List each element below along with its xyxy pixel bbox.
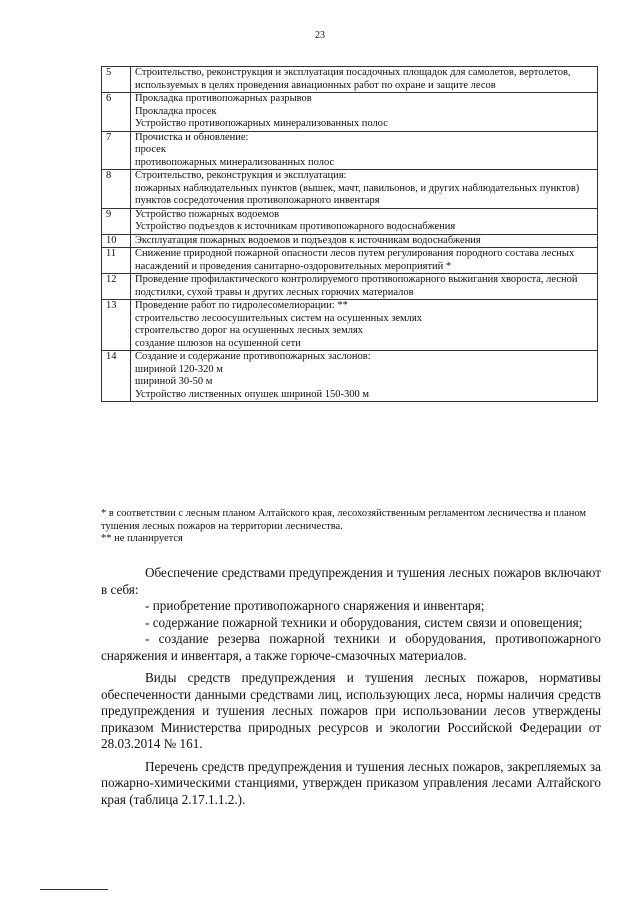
table-row — [102, 248, 598, 274]
measure-text: Эксплуатация пожарных водоемов и подъездов к источникам водоснабжения — [135, 234, 481, 246]
measure-text: строительство лесоосушительных систем на осушенных землях — [135, 312, 423, 324]
table-row — [102, 234, 598, 248]
measure-text: просек — [135, 144, 166, 155]
page-number: 23 — [315, 30, 325, 41]
table-row — [102, 93, 598, 132]
measure-text: Снижение природной пожарной опасности лесов путем регулирования породного состава лесных насаждений и проведения санитарно-оздоровительных мероприятий * — [135, 248, 575, 272]
measure-text: Создание и содержание противопожарных заслонов: — [135, 351, 371, 362]
measure-text: пунктов сосредоточения противопожарного инвентаря — [135, 195, 380, 206]
measure-text: Устройство пожарных водоемов — [135, 208, 280, 220]
paragraph-norms: Виды средств предупреждения и тушения лесных пожаров, нормативы обеспеченности данными средствами лиц, использующих леса, нормы наличия средств предупреждения и тушения лесных пожаров при использовании лесов утверждены приказом Министерства природных ресурсов и экологии Российской Федерации от 28.03.2014 № 161. — [101, 670, 601, 751]
row-number: 6 — [102, 93, 131, 132]
row-content — [131, 67, 598, 93]
row-number: 5 — [102, 67, 131, 93]
row-content — [131, 248, 598, 274]
measure-text: Прокладка просек — [135, 105, 217, 117]
measure-text: Прочистка и обновление: — [135, 131, 249, 143]
table-row — [102, 300, 598, 351]
measure-text: Устройство лиственных опушек шириной 150-300 м — [135, 388, 370, 400]
measure-text: пожарных наблюдательных пунктов (вышек, мачт, павильонов, и других наблюдательных пунктов) — [135, 182, 580, 194]
list-item-reserve: - создание резерва пожарной техники и оборудования, противопожарного снаряжения и инвентаря, а также горюче-смазочных материалов. — [101, 631, 601, 663]
list-item-maintenance: - содержание пожарной техники и оборудования, систем связи и оповещения; — [145, 614, 583, 630]
table-row — [102, 67, 598, 93]
table-row — [102, 170, 598, 209]
row-content — [131, 93, 598, 132]
row-content — [131, 351, 598, 402]
measure-text: Строительство, реконструкция и эксплуатация посадочных площадок для самолетов, вертолетов, используемых в целях проведения авиационных работ по охране и защите лесов — [135, 67, 571, 91]
footnote-1: * в соответствии с лесным планом Алтайского края, лесохозяйственным регламентом лесничества и планом тушения лесных пожаров на территории лесничества. — [101, 508, 587, 532]
measure-text: противопожарных минерализованных полос — [135, 156, 335, 168]
row-number: 14 — [102, 351, 131, 402]
row-number: 12 — [102, 274, 131, 300]
body-text — [101, 565, 601, 808]
row-number: 13 — [102, 300, 131, 351]
row-content — [131, 208, 598, 234]
measure-text: строительство дорог на осушенных лесных землях — [135, 325, 364, 336]
row-content — [131, 131, 598, 170]
paragraph-list: Перечень средств предупреждения и тушения лесных пожаров, закрепляемых за пожарно-химическими станциями, утвержден приказом управления лесами Алтайского края (таблица 2.17.1.1.2.). — [101, 758, 601, 807]
measures-table-body — [102, 67, 598, 402]
row-number: 7 — [102, 131, 131, 170]
measure-text: Устройство подъездов к источникам противопожарного водоснабжения — [135, 221, 456, 232]
row-content — [131, 170, 598, 209]
measures-table — [101, 66, 598, 402]
footnote-2: ** не планируется — [101, 533, 183, 544]
measure-text: Прокладка противопожарных разрывов — [135, 93, 312, 104]
row-number: 10 — [102, 234, 131, 248]
measure-text: создание шлюзов на осушенной сети — [135, 337, 301, 349]
row-content — [131, 300, 598, 351]
footer-rule — [40, 889, 108, 890]
measure-text: Проведение профилактического контролируемого противопожарного выжигания хвороста, лесной подстилки, сухой травы и других лесных горючих материалов — [135, 274, 578, 298]
table-row — [102, 274, 598, 300]
measure-text: Проведение работ по гидролесомелиорации: ** — [135, 300, 348, 311]
table-row — [102, 208, 598, 234]
measure-text: шириной 30-50 м — [135, 376, 213, 387]
paragraph-intro: Обеспечение средствами предупреждения и тушения лесных пожаров включают в себя: — [101, 565, 601, 597]
measure-text: шириной 120-320 м — [135, 363, 223, 375]
table-notes — [101, 508, 601, 546]
row-number: 8 — [102, 170, 131, 209]
row-number: 9 — [102, 208, 131, 234]
table-row — [102, 351, 598, 402]
row-content — [131, 234, 598, 248]
list-item-equipment: - приобретение противопожарного снаряжения и инвентаря; — [145, 598, 485, 613]
row-number: 11 — [102, 248, 131, 274]
table-row — [102, 131, 598, 170]
measure-text: Строительство, реконструкция и эксплуатация: — [135, 170, 347, 181]
row-content — [131, 274, 598, 300]
measure-text: Устройство противопожарных минерализованных полос — [135, 118, 388, 129]
